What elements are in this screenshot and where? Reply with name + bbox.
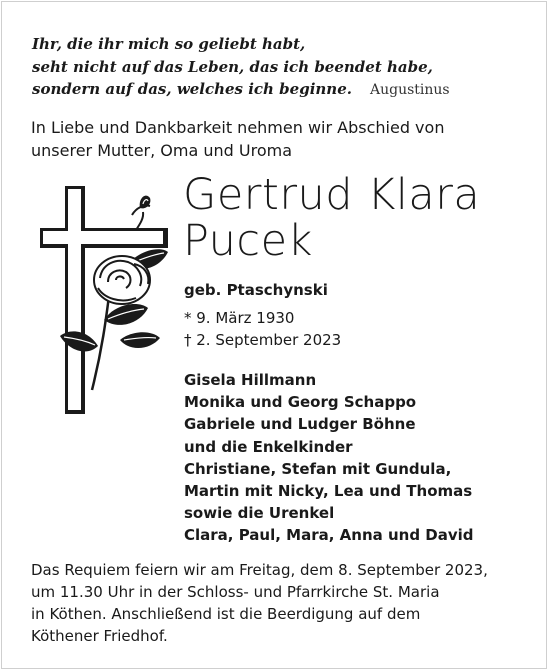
intro-text (31, 116, 531, 162)
quote-line: Ihr, die ihr mich so geliebt habt, (32, 35, 306, 53)
mourner-line: Christiane, Stefan mit Gundula, (184, 459, 452, 478)
service-line: Köthener Friedhof. (31, 627, 168, 645)
deceased-surname: Pucek (183, 216, 313, 266)
mourner-line: sowie die Urenkel (184, 504, 335, 523)
cross-with-rose-icon (40, 180, 172, 420)
deceased-name (183, 172, 480, 264)
mourner-line: Martin mit Nicky, Lea und Thomas (184, 482, 473, 501)
mourner-line: Gisela Hillmann (184, 371, 317, 389)
birth-name: geb. Ptaschynski (184, 281, 328, 299)
service-details (31, 559, 531, 647)
mourners-list (184, 369, 474, 547)
quote-line (32, 78, 532, 102)
mourner-line: Clara, Paul, Mara, Anna und David (184, 526, 474, 545)
epitaph-quote (32, 33, 532, 102)
service-line: in Köthen. Anschließend ist die Beerdigung auf dem (31, 605, 421, 623)
service-line: Das Requiem feiern wir am Freitag, dem 8. September 2023, (31, 561, 488, 579)
mourner-line: Monika und Georg Schappo (184, 393, 417, 412)
quote-text: sondern auf das, welches ich beginne. (32, 80, 352, 98)
intro-line: In Liebe und Dankbarkeit nehmen wir Abschied von (31, 118, 445, 137)
intro-line: unserer Mutter, Oma und Uroma (31, 141, 292, 160)
quote-author: Augustinus (369, 82, 450, 98)
mourner-line: Gabriele und Ludger Böhne (184, 415, 416, 434)
mourner-line: und die Enkelkinder (184, 437, 353, 456)
birth-date: * 9. März 1930 (184, 309, 295, 327)
life-dates (184, 307, 341, 351)
quote-line: seht nicht auf das Leben, das ich beendet habe, (32, 57, 433, 76)
service-line: um 11.30 Uhr in der Schloss- und Pfarrkirche St. Maria (31, 583, 440, 601)
death-date: † 2. September 2023 (184, 331, 342, 349)
deceased-first-names: Gertrud Klara (183, 170, 481, 220)
